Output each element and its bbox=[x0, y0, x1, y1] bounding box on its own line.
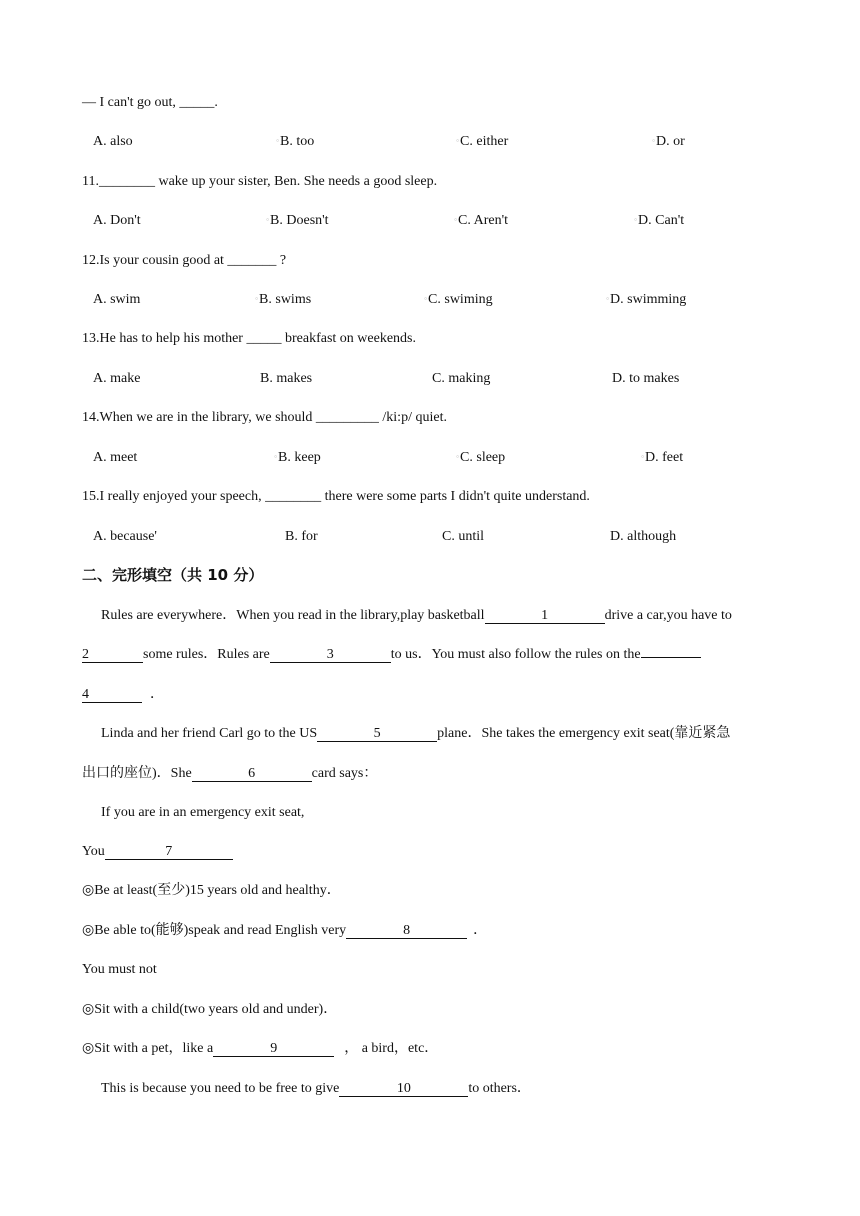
q12-option-a[interactable]: A. swim bbox=[93, 292, 141, 307]
q11-option-d-label: D. Can't bbox=[638, 213, 685, 229]
passage-text: drive a car,you have to bbox=[604, 608, 732, 623]
option-marker-icon: ○ bbox=[424, 297, 428, 302]
passage-text: some rules．Rules are bbox=[143, 647, 270, 662]
q12-option-d[interactable] bbox=[606, 291, 686, 309]
q12-option-c[interactable] bbox=[424, 291, 493, 309]
option-marker-icon: ○ bbox=[641, 455, 645, 460]
q12-option-c-label: C. swiming bbox=[428, 292, 493, 308]
question-10-tail: — I can't go out, _____. bbox=[82, 95, 218, 110]
q14-option-b[interactable] bbox=[274, 449, 321, 467]
passage-text: ， a bird，etc． bbox=[344, 1041, 439, 1056]
q14-option-b-label: B. keep bbox=[278, 450, 321, 466]
question-14-stem: 14.When we are in the library, we should _________ /ki:p/ quiet. bbox=[82, 410, 447, 425]
q11-option-c-label: C. Aren't bbox=[458, 213, 508, 229]
option-marker-icon: ○ bbox=[274, 455, 278, 460]
passage-text: to us．You must also follow the rules on the bbox=[390, 647, 641, 662]
q10-option-d[interactable] bbox=[652, 133, 685, 151]
passage-line-13 bbox=[101, 1080, 531, 1098]
q13-option-c[interactable]: C. making bbox=[432, 371, 491, 386]
passage-text: Linda and her friend Carl go to the US bbox=[101, 726, 318, 741]
passage-text: Rules are everywhere．When you read in the library,play basketball bbox=[101, 608, 485, 623]
blank-1[interactable]: 1 bbox=[485, 608, 605, 624]
q10-option-c-label: C. either bbox=[460, 134, 509, 150]
passage-text: ◎Be able to(能够)speak and read English very bbox=[82, 923, 347, 938]
q10-option-b[interactable] bbox=[276, 133, 314, 151]
option-marker-icon: ○ bbox=[454, 218, 458, 223]
option-marker-icon: ○ bbox=[652, 139, 656, 144]
q15-option-c[interactable]: C. until bbox=[442, 529, 485, 544]
option-marker-icon: ○ bbox=[634, 218, 638, 223]
passage-text: ． bbox=[473, 923, 488, 938]
q14-option-d-label: D. feet bbox=[645, 450, 684, 466]
passage-line-11: ◎Sit with a child(two years old and under)． bbox=[82, 1002, 338, 1017]
q10-option-a[interactable]: A. also bbox=[93, 134, 133, 149]
option-marker-icon: ○ bbox=[456, 139, 460, 144]
blank-8[interactable]: 8 bbox=[346, 923, 467, 939]
passage-text: ◎Sit with a pet，like a bbox=[82, 1041, 214, 1056]
passage-line-5 bbox=[82, 765, 377, 783]
passage-line-3 bbox=[82, 686, 164, 704]
q14-option-a[interactable]: A. meet bbox=[93, 450, 138, 465]
q11-option-d[interactable] bbox=[634, 212, 684, 230]
q10-option-b-label: B. too bbox=[280, 134, 315, 150]
option-marker-icon: ○ bbox=[266, 218, 270, 223]
section-heading: 二、完形填空（共 10 分） bbox=[82, 566, 264, 584]
q14-option-c[interactable] bbox=[456, 449, 505, 467]
passage-line-12 bbox=[82, 1040, 438, 1058]
blank-6[interactable]: 6 bbox=[192, 766, 312, 782]
q10-option-c[interactable] bbox=[456, 133, 508, 151]
option-marker-icon: ○ bbox=[456, 455, 460, 460]
q13-option-b[interactable]: B. makes bbox=[260, 371, 313, 386]
question-13-stem: 13.He has to help his mother _____ breakfast on weekends. bbox=[82, 331, 416, 346]
option-marker-icon: ○ bbox=[255, 297, 259, 302]
passage-line-7 bbox=[82, 843, 233, 861]
option-marker-icon: ○ bbox=[276, 139, 280, 144]
passage-line-9 bbox=[82, 922, 487, 940]
passage-line-8: ◎Be at least(至少)15 years old and healthy． bbox=[82, 883, 341, 898]
passage-text: plane．She takes the emergency exit seat(靠近紧急 bbox=[437, 726, 731, 741]
blank-5[interactable]: 5 bbox=[317, 726, 437, 742]
blank-3[interactable]: 3 bbox=[270, 647, 391, 663]
blank-4-start bbox=[641, 657, 701, 658]
q12-option-b-label: B. swims bbox=[259, 292, 312, 308]
question-12-stem: 12.Is your cousin good at _______ ? bbox=[82, 253, 287, 268]
q10-option-d-label: D. or bbox=[656, 134, 685, 150]
q12-option-b[interactable] bbox=[255, 291, 311, 309]
q14-option-d[interactable] bbox=[641, 449, 683, 467]
q11-option-c[interactable] bbox=[454, 212, 508, 230]
blank-9[interactable]: 9 bbox=[213, 1041, 334, 1057]
blank-2[interactable]: 2 bbox=[82, 647, 143, 663]
q15-option-b[interactable]: B. for bbox=[285, 529, 318, 544]
passage-line-2 bbox=[82, 646, 701, 664]
q13-option-a[interactable]: A. make bbox=[93, 371, 141, 386]
passage-text: card says： bbox=[311, 766, 378, 781]
q15-option-d[interactable]: D. although bbox=[610, 529, 677, 544]
passage-line-6: If you are in an emergency exit seat, bbox=[101, 805, 305, 820]
blank-4[interactable]: 4 bbox=[82, 687, 142, 703]
passage-text: 出口的座位)．She bbox=[82, 766, 192, 781]
q13-option-d[interactable]: D. to makes bbox=[612, 371, 680, 386]
blank-10[interactable]: 10 bbox=[339, 1081, 468, 1097]
blank-7[interactable]: 7 bbox=[105, 844, 233, 860]
question-15-stem: 15.I really enjoyed your speech, ________ there were some parts I didn't quite understand. bbox=[82, 489, 590, 504]
passage-line-4 bbox=[101, 725, 730, 743]
passage-text: to others． bbox=[468, 1081, 531, 1096]
q11-option-b-label: B. Doesn't bbox=[270, 213, 329, 229]
q14-option-c-label: C. sleep bbox=[460, 450, 506, 466]
q11-option-a[interactable]: A. Don't bbox=[93, 213, 141, 228]
passage-text: ． bbox=[150, 687, 164, 702]
question-11-stem: 11.________ wake up your sister, Ben. She needs a good sleep. bbox=[82, 174, 438, 189]
passage-line-1 bbox=[101, 607, 732, 625]
q15-option-a[interactable]: A. because' bbox=[93, 529, 157, 544]
passage-text: You bbox=[82, 844, 105, 859]
passage-text: This is because you need to be free to give bbox=[101, 1081, 340, 1096]
q11-option-b[interactable] bbox=[266, 212, 329, 230]
option-marker-icon: ○ bbox=[606, 297, 610, 302]
passage-line-10: You must not bbox=[82, 962, 157, 977]
q12-option-d-label: D. swimming bbox=[610, 292, 687, 308]
